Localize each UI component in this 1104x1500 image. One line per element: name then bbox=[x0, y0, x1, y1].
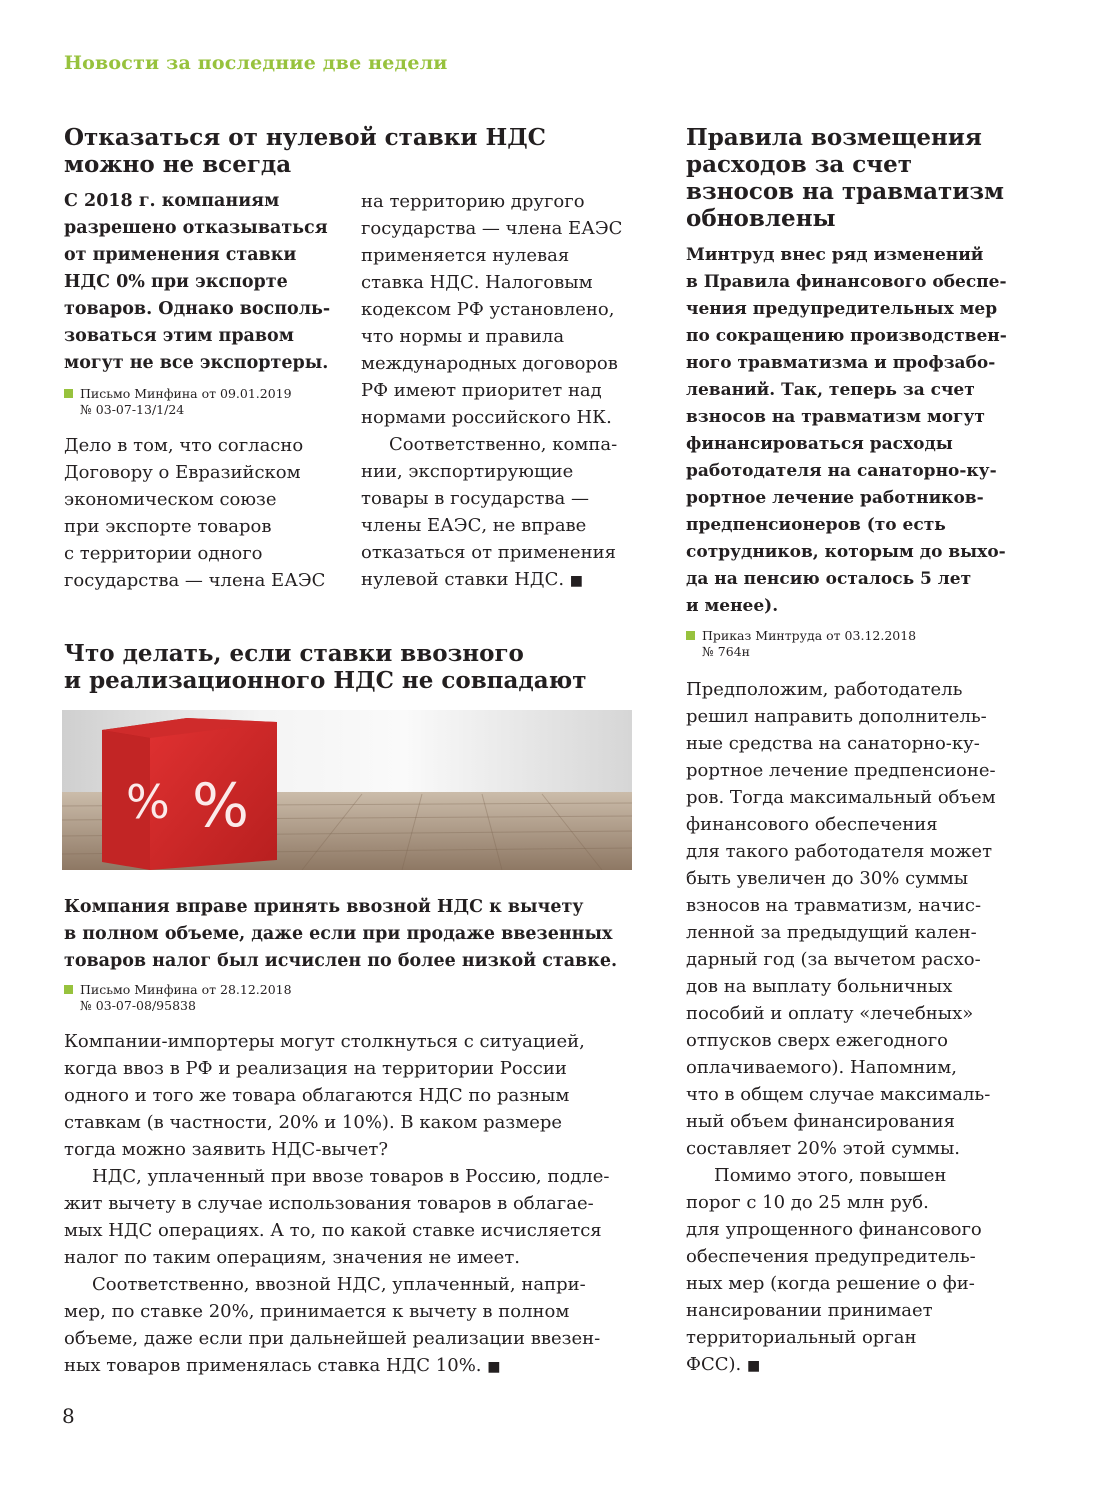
body-line: товары в государства — bbox=[361, 488, 589, 509]
article2-lead bbox=[64, 894, 617, 975]
lead-line: да на пенсию осталось 5 лет bbox=[686, 569, 972, 589]
body-line: дарный год (за вычетом расхо- bbox=[686, 949, 981, 970]
lead-line: чения предупредительных мер bbox=[686, 299, 998, 319]
body-line: международных договоров bbox=[361, 353, 618, 374]
lead-line: товаров налог был исчислен по более низкой ставке. bbox=[64, 951, 618, 971]
end-mark-icon: ■ bbox=[569, 573, 584, 589]
body-line: Компании-импортеры могут столкнуться с ситуацией, bbox=[64, 1031, 585, 1052]
ref-line: Приказ Минтруда от 03.12.2018 bbox=[702, 628, 917, 643]
article3-body bbox=[686, 676, 996, 1380]
body-line: для упрощенного финансового bbox=[686, 1219, 982, 1240]
title-line: Что делать, если ставки ввозного bbox=[64, 640, 524, 667]
lead-line: в Правила финансового обеспе- bbox=[686, 272, 1007, 292]
body-line: налог по таким операциям, значения не имеет. bbox=[64, 1247, 521, 1268]
lead-line: Минтруд внес ряд изменений bbox=[686, 245, 984, 265]
lead-line: товаров. Однако восполь- bbox=[64, 299, 331, 319]
body-line-text: нулевой ставки НДС. bbox=[361, 569, 565, 590]
lead-line: в полном объеме, даже если при продаже ввезенных bbox=[64, 924, 613, 944]
body-line: ставка НДС. Налоговым bbox=[361, 272, 593, 293]
body-line: дов на выплату больничных bbox=[686, 976, 953, 997]
title-line: можно не всегда bbox=[64, 151, 292, 178]
body-line: Договору о Евразийском bbox=[64, 462, 301, 483]
body-line: РФ имеют приоритет над bbox=[361, 380, 602, 401]
article2-body bbox=[64, 1028, 609, 1381]
lead-line: С 2018 г. компаниям bbox=[64, 191, 280, 211]
body-line: мер, по ставке 20%, принимается к вычету в полном bbox=[64, 1301, 570, 1322]
body-line: для такого работодателя может bbox=[686, 841, 993, 862]
body-line: кодексом РФ установлено, bbox=[361, 299, 615, 320]
title-line: и реализационного НДС не совпадают bbox=[64, 667, 587, 694]
body-line: отпусков сверх ежегодного bbox=[686, 1030, 948, 1051]
body-line: государства — члена ЕАЭС bbox=[361, 218, 623, 239]
lead-line: Компания вправе принять ввозной НДС к вычету bbox=[64, 897, 584, 917]
bullet-square-icon bbox=[64, 985, 73, 994]
body-line: порог с 10 до 25 млн руб. bbox=[686, 1192, 929, 1213]
body-line: ставкам (в частности, 20% и 10%). В каком размере bbox=[64, 1112, 563, 1133]
article1-reference bbox=[64, 386, 292, 418]
percent-small-glyph: % bbox=[126, 775, 170, 829]
body-line: отказаться от применения bbox=[361, 542, 616, 563]
end-mark-icon: ■ bbox=[487, 1359, 501, 1375]
body-line: одного и того же товара облагаются НДС по разным bbox=[64, 1085, 570, 1106]
body-line: Дело в том, что согласно bbox=[64, 435, 304, 456]
title-line: Отказаться от нулевой ставки НДС bbox=[64, 124, 546, 151]
body-line: Соответственно, ввозной НДС, уплаченный, напри- bbox=[92, 1274, 586, 1295]
body-line-last bbox=[361, 566, 622, 595]
body-line: члены ЕАЭС, не вправе bbox=[361, 515, 587, 536]
body-line: быть увеличен до 30% суммы bbox=[686, 868, 969, 889]
body-line: ных мер (когда решение о фи- bbox=[686, 1273, 975, 1294]
article1-col2-text bbox=[361, 188, 622, 595]
body-line: при экспорте товаров bbox=[64, 516, 272, 537]
body-line: территориальный орган bbox=[686, 1327, 917, 1348]
body-line: экономическом союзе bbox=[64, 489, 277, 510]
lead-line: и менее). bbox=[686, 596, 779, 616]
body-line: оплачиваемого). Напомним, bbox=[686, 1057, 957, 1078]
body-line: НДС, уплаченный при ввозе товаров в Россию, подле- bbox=[92, 1166, 610, 1187]
article3-title bbox=[686, 124, 1004, 232]
lead-line: НДС 0% при экспорте bbox=[64, 272, 288, 292]
body-line-last bbox=[64, 1352, 609, 1381]
lead-line: сотрудников, которым до выхо- bbox=[686, 542, 1006, 562]
body-line-text: ФСС). bbox=[686, 1354, 742, 1375]
body-line: нии, экспортирующие bbox=[361, 461, 574, 482]
body-line: нансировании принимает bbox=[686, 1300, 933, 1321]
body-line: ров. Тогда максимальный объем bbox=[686, 787, 996, 808]
lead-line: леваний. Так, теперь за счет bbox=[686, 380, 975, 400]
body-line-text: ных товаров применялась ставка НДС 10%. bbox=[64, 1355, 482, 1376]
lead-line: взносов на травматизм могут bbox=[686, 407, 985, 427]
body-line: тогда можно заявить НДС-вычет? bbox=[64, 1139, 389, 1160]
lead-line: работодателя на санаторно-ку- bbox=[686, 461, 997, 481]
title-line: Правила возмещения bbox=[686, 124, 982, 151]
body-line: рортное лечение предпенсионе- bbox=[686, 760, 996, 781]
end-mark-icon: ■ bbox=[746, 1358, 761, 1374]
body-line: ленной за предыдущий кален- bbox=[686, 922, 977, 943]
body-line: объеме, даже если при дальнейшей реализации ввезен- bbox=[64, 1328, 601, 1349]
bullet-square-icon bbox=[686, 631, 695, 640]
lead-line: разрешено отказываться bbox=[64, 218, 328, 238]
article1-lead bbox=[64, 188, 330, 377]
body-line: пособий и оплату «лечебных» bbox=[686, 1003, 974, 1024]
body-line: государства — члена ЕАЭС bbox=[64, 570, 326, 591]
percent-large-glyph: % bbox=[192, 771, 250, 841]
article2-title bbox=[64, 640, 587, 694]
title-line: взносов на травматизм bbox=[686, 178, 1004, 205]
ref-line: № 03-07-13/1/24 bbox=[80, 402, 185, 417]
body-line: взносов на травматизм, начис- bbox=[686, 895, 982, 916]
body-line: с территории одного bbox=[64, 543, 263, 564]
body-line: ный объем финансирования bbox=[686, 1111, 956, 1132]
article1-col1-text bbox=[64, 432, 325, 594]
body-line: что нормы и правила bbox=[361, 326, 565, 347]
body-line: применяется нулевая bbox=[361, 245, 570, 266]
page-number: 8 bbox=[62, 1404, 75, 1428]
body-line: что в общем случае максималь- bbox=[686, 1084, 991, 1105]
title-line: обновлены bbox=[686, 205, 836, 232]
bullet-square-icon bbox=[64, 389, 73, 398]
lead-line: зоваться этим правом bbox=[64, 326, 294, 346]
ref-line: № 764н bbox=[702, 644, 750, 659]
article3-reference bbox=[686, 628, 916, 660]
article1-title bbox=[64, 124, 546, 178]
body-line: нормами российского НК. bbox=[361, 407, 612, 428]
ref-line: № 03-07-08/95838 bbox=[80, 998, 196, 1013]
article2-reference bbox=[64, 982, 292, 1014]
ref-line: Письмо Минфина от 28.12.2018 bbox=[80, 982, 292, 997]
body-line: жит вычету в случае использования товаров в облагае- bbox=[64, 1193, 594, 1214]
body-line: на территорию другого bbox=[361, 191, 585, 212]
lead-line: по сокращению производствен- bbox=[686, 326, 1007, 346]
body-line: финансового обеспечения bbox=[686, 814, 938, 835]
body-line: Соответственно, компа- bbox=[389, 434, 618, 455]
body-line: составляет 20% этой суммы. bbox=[686, 1138, 960, 1159]
lead-line: ного травматизма и профзабо- bbox=[686, 353, 996, 373]
lead-line: рортное лечение работников- bbox=[686, 488, 984, 508]
body-line: когда ввоз в РФ и реализация на территории России bbox=[64, 1058, 567, 1079]
body-line: решил направить дополнитель- bbox=[686, 706, 987, 727]
body-line: ные средства на санаторно-ку- bbox=[686, 733, 980, 754]
lead-line: предпенсионеров (то есть bbox=[686, 515, 946, 535]
body-line: Помимо этого, повышен bbox=[714, 1165, 947, 1186]
article3-lead bbox=[686, 242, 1007, 620]
body-line: обеспечения предупредитель- bbox=[686, 1246, 976, 1267]
section-label: Новости за последние две недели bbox=[64, 52, 448, 74]
lead-line: могут не все экспортеры. bbox=[64, 353, 329, 373]
percent-cube-image bbox=[62, 710, 632, 870]
lead-line: финансироваться расходы bbox=[686, 434, 953, 454]
body-line-last bbox=[686, 1351, 996, 1380]
lead-line: от применения ставки bbox=[64, 245, 297, 265]
body-line: Предположим, работодатель bbox=[686, 679, 963, 700]
body-line: мых НДС операциях. А то, по какой ставке исчисляется bbox=[64, 1220, 602, 1241]
title-line: расходов за счет bbox=[686, 151, 913, 178]
ref-line: Письмо Минфина от 09.01.2019 bbox=[80, 386, 292, 401]
